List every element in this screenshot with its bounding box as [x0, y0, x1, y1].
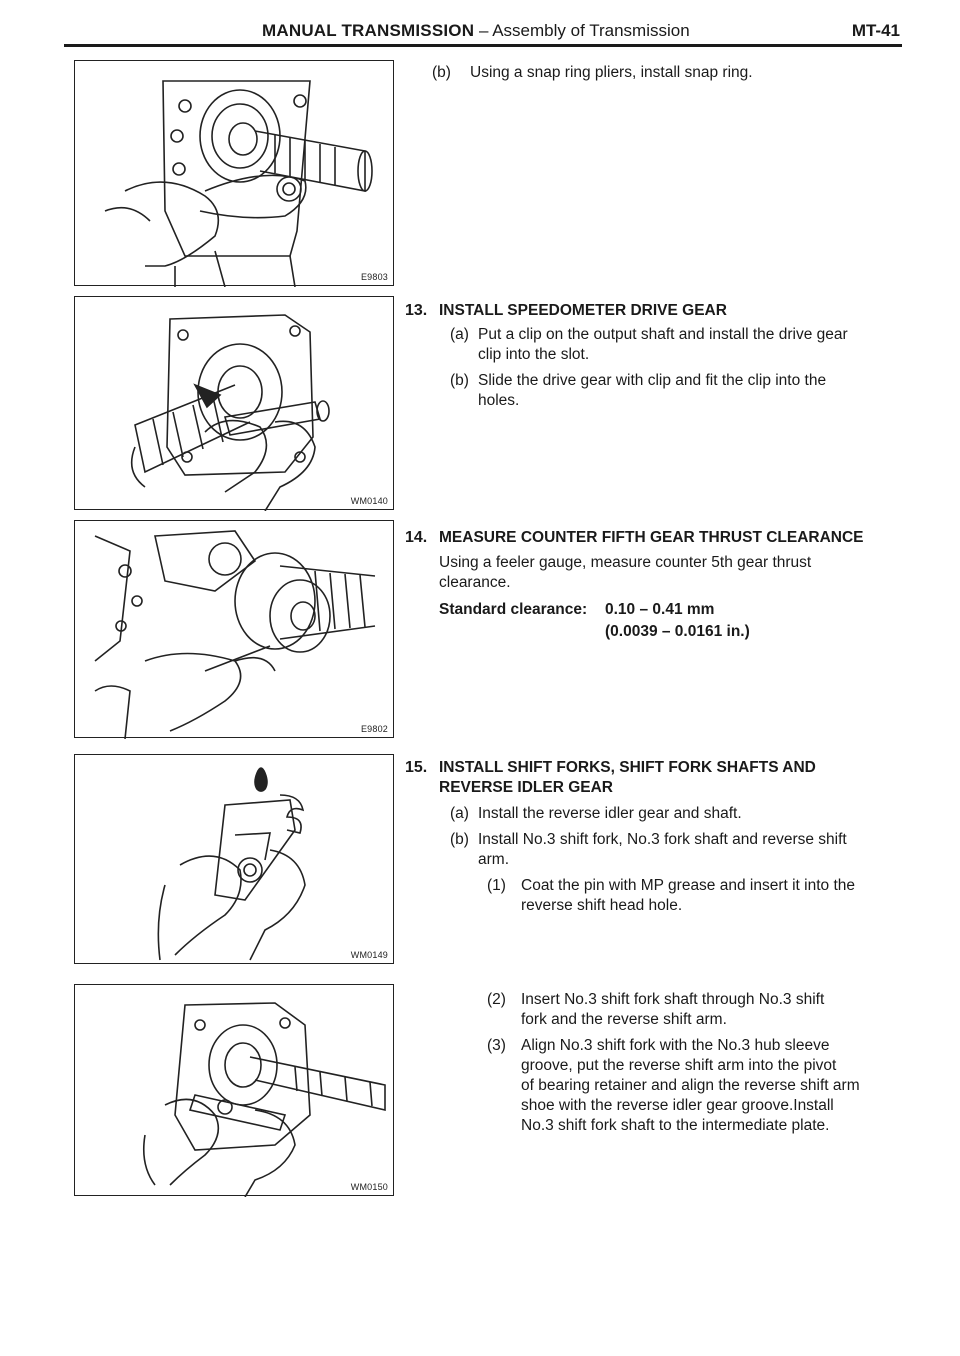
substep-label: (1)	[487, 877, 506, 894]
step-title: INSTALL SHIFT FORKS, SHIFT FORK SHAFTS AND	[439, 759, 816, 776]
figure-code: E9803	[360, 272, 388, 282]
step-label: (b)	[432, 64, 451, 81]
shift-fork-shaft-install-illustration	[75, 985, 395, 1197]
substep-text: holes.	[478, 392, 520, 409]
figure-code: WM0150	[350, 1182, 388, 1192]
feeler-gauge-illustration	[75, 521, 395, 739]
substep-label: (a)	[450, 326, 469, 343]
substep-text: reverse shift head hole.	[521, 897, 683, 914]
spec-value-mm: 0.10 – 0.41 mm	[605, 601, 715, 618]
figure-code: E9802	[360, 724, 388, 734]
substep-text: Coat the pin with MP grease and insert it into the	[521, 877, 856, 894]
substep-text: Align No.3 shift fork with the No.3 hub sleeve	[521, 1037, 830, 1054]
figure-shift-fork	[74, 754, 394, 964]
substep-label: (b)	[450, 831, 469, 848]
step-title: REVERSE IDLER GEAR	[439, 779, 613, 796]
substep-text: Put a clip on the output shaft and install the drive gear	[478, 326, 848, 343]
header-title	[262, 18, 690, 44]
substep-text: Slide the drive gear with clip and fit the clip into the	[478, 372, 827, 389]
figure-code: WM0140	[350, 496, 388, 506]
figure-code: WM0149	[350, 950, 388, 960]
substep-text: fork and the reverse shift arm.	[521, 1011, 727, 1028]
step-text: clearance.	[439, 574, 511, 591]
substep-label: (3)	[487, 1037, 506, 1054]
step-number: 13.	[405, 302, 428, 319]
figure-feeler-gauge	[74, 520, 394, 738]
page-number: MT-41	[851, 21, 900, 40]
step-13	[405, 300, 905, 410]
step-title: MEASURE COUNTER FIFTH GEAR THRUST CLEARANCE	[439, 529, 864, 546]
figure-shift-fork-shaft	[74, 984, 394, 1196]
snap-ring-pliers-illustration	[75, 61, 395, 287]
step-15	[405, 757, 905, 1187]
substep-text: clip into the slot.	[478, 346, 590, 363]
substep-text: of bearing retainer and align the reverse shift arm	[521, 1077, 860, 1094]
step-title: INSTALL SPEEDOMETER DRIVE GEAR	[439, 302, 727, 319]
step-number: 14.	[405, 529, 428, 546]
substep-text: Install No.3 shift fork, No.3 fork shaft and reverse shift	[478, 831, 847, 848]
spec-label: Standard clearance:	[439, 601, 588, 618]
spec-value-in: (0.0039 – 0.0161 in.)	[605, 623, 750, 640]
substep-text: groove, put the reverse shift arm into the pivot	[521, 1057, 837, 1074]
step-14	[405, 527, 905, 667]
substep-text: Install the reverse idler gear and shaft.	[478, 805, 742, 822]
figure-snap-ring	[74, 60, 394, 286]
step-text: Using a feeler gauge, measure counter 5th gear thrust	[439, 554, 812, 571]
substep-text: shoe with the reverse idler gear groove.Install	[521, 1097, 834, 1114]
header-dash: –	[478, 21, 489, 40]
substep-text: No.3 shift fork shaft to the intermediate plate.	[521, 1117, 830, 1134]
substep-label: (a)	[450, 805, 469, 822]
section-subtitle: Assembly of Transmission	[492, 21, 690, 40]
substep-text: Insert No.3 shift fork shaft through No.3 shift	[521, 991, 825, 1008]
page-header	[64, 16, 902, 47]
substep-text: arm.	[478, 851, 509, 868]
substep-label: (b)	[450, 372, 469, 389]
shift-fork-grease-illustration	[75, 755, 395, 965]
step-text: Using a snap ring pliers, install snap ring.	[470, 64, 753, 81]
step-number: 15.	[405, 759, 428, 776]
figure-speedometer-gear	[74, 296, 394, 510]
substep-label: (2)	[487, 991, 506, 1008]
section-title: MANUAL TRANSMISSION	[262, 21, 475, 40]
speedometer-gear-install-illustration	[75, 297, 395, 511]
